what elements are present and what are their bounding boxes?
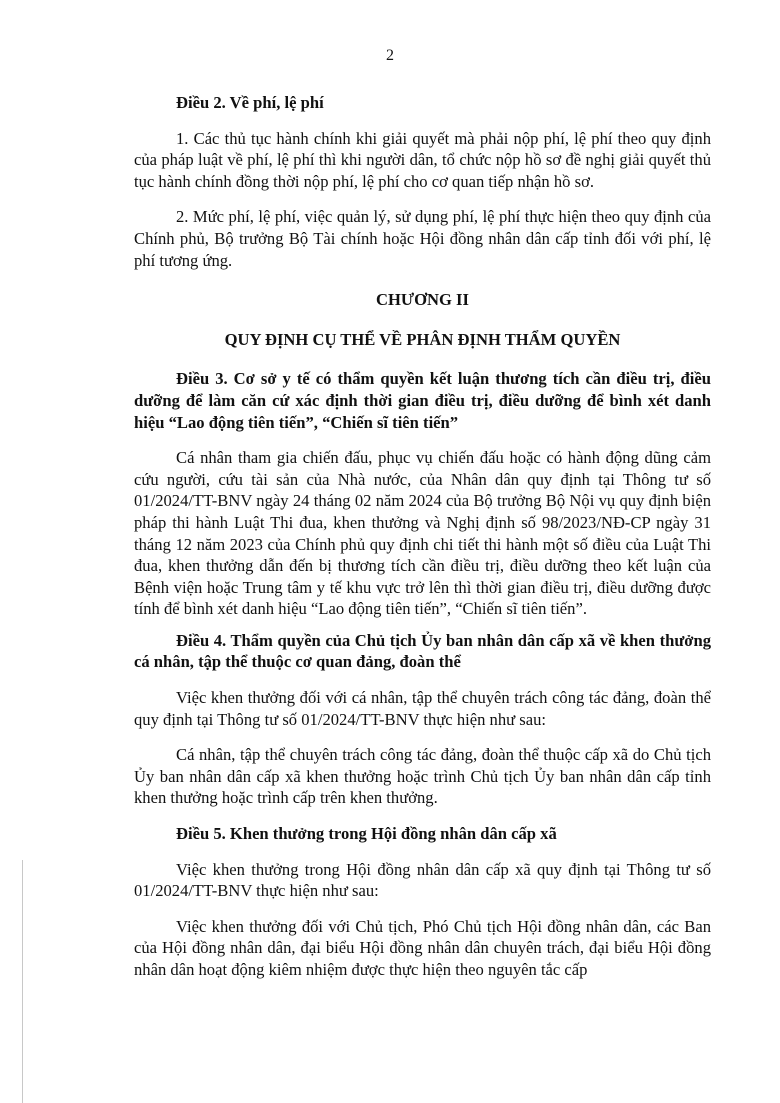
article-2-heading: Điều 2. Về phí, lệ phí bbox=[176, 93, 324, 112]
chapter-number: CHƯƠNG II bbox=[376, 290, 469, 310]
chapter-title: QUY ĐỊNH CỤ THỂ VỀ PHÂN ĐỊNH THẨM QUYỀN bbox=[224, 329, 621, 349]
article-4-paragraph-2: Cá nhân, tập thể chuyên trách công tác đảng, đoàn thể thuộc cấp xã do Chủ tịch Ủy ban nhân dân cấp xã khen thưởng hoặc trình Chủ tịch Ủy ban nhân dân cấp tỉnh khen thưởng hoặc trình cấp trên khen thưởng. bbox=[134, 745, 711, 808]
scan-edge-line bbox=[22, 860, 23, 1103]
article-3-paragraph-1: Cá nhân tham gia chiến đấu, phục vụ chiến đấu hoặc có hành động dũng cảm cứu người, cứu tài sản của Nhà nước, của Nhân dân quy định tại Thông tư số 01/2024/TT-BNV ngày 24 tháng 02 năm 2024 của Bộ trưởng Bộ Nội vụ quy định biện pháp thi hành Luật Thi đua, khen thưởng và Nghị định số 98/2023/NĐ-CP ngày 31 tháng 12 năm 2023 của Chính phủ quy định chi tiết thi hành một số điều của Luật Thi đua, khen thưởng dẫn đến bị thương tích cần điều trị, điều dưỡng theo kết luận của Bệnh viện hoặc Trung tâm y tế khu vực trở lên thì thời gian điều trị, điều dưỡng được tính để bình xét danh hiệu “Lao động tiên tiến”, “Chiến sĩ tiên tiến”. bbox=[134, 448, 711, 619]
article-5-paragraph-2: Việc khen thưởng đối với Chủ tịch, Phó Chủ tịch Hội đồng nhân dân, các Ban của Hội đồng nhân dân, đại biểu Hội đồng nhân dân chuyên trách, đại biểu Hội đồng nhân dân hoạt động kiêm nhiệm được thực hiện theo nguyên tắc cấp bbox=[134, 916, 711, 979]
document-body bbox=[134, 92, 711, 981]
article-4-heading: Điều 4. Thẩm quyền của Chủ tịch Ủy ban nhân dân cấp xã về khen thưởng cá nhân, tập thể thuộc cơ quan đảng, đoàn thể bbox=[134, 630, 711, 672]
article-2-paragraph-1: 1. Các thủ tục hành chính khi giải quyết mà phải nộp phí, lệ phí theo quy định của pháp luật về phí, lệ phí thì khi người dân, tổ chức nộp hồ sơ đề nghị giải quyết thủ tục hành chính đồng thời nộp phí, lệ phí cho cơ quan tiếp nhận hồ sơ. bbox=[134, 128, 711, 191]
article-5-heading: Điều 5. Khen thưởng trong Hội đồng nhân dân cấp xã bbox=[176, 824, 557, 844]
article-5-paragraph-1: Việc khen thưởng trong Hội đồng nhân dân cấp xã quy định tại Thông tư số 01/2024/TT-BNV thực hiện như sau: bbox=[134, 859, 711, 901]
page-number: 2 bbox=[386, 47, 394, 64]
article-4-paragraph-1: Việc khen thưởng đối với cá nhân, tập thể chuyên trách công tác đảng, đoàn thể quy định tại Thông tư số 01/2024/TT-BNV thực hiện như sau: bbox=[134, 688, 711, 729]
article-2-paragraph-2: 2. Mức phí, lệ phí, việc quản lý, sử dụng phí, lệ phí thực hiện theo quy định của Chính phủ, Bộ trưởng Bộ Tài chính hoặc Hội đồng nhân dân cấp tỉnh đối với phí, lệ phí tương ứng. bbox=[134, 207, 711, 270]
article-3-heading: Điều 3. Cơ sở y tế có thẩm quyền kết luận thương tích cần điều trị, điều dưỡng để làm căn cứ xác định thời gian điều trị, điều dưỡng để bình xét danh hiệu “Lao động tiên tiến”, “Chiến sĩ tiên tiến” bbox=[134, 369, 711, 432]
